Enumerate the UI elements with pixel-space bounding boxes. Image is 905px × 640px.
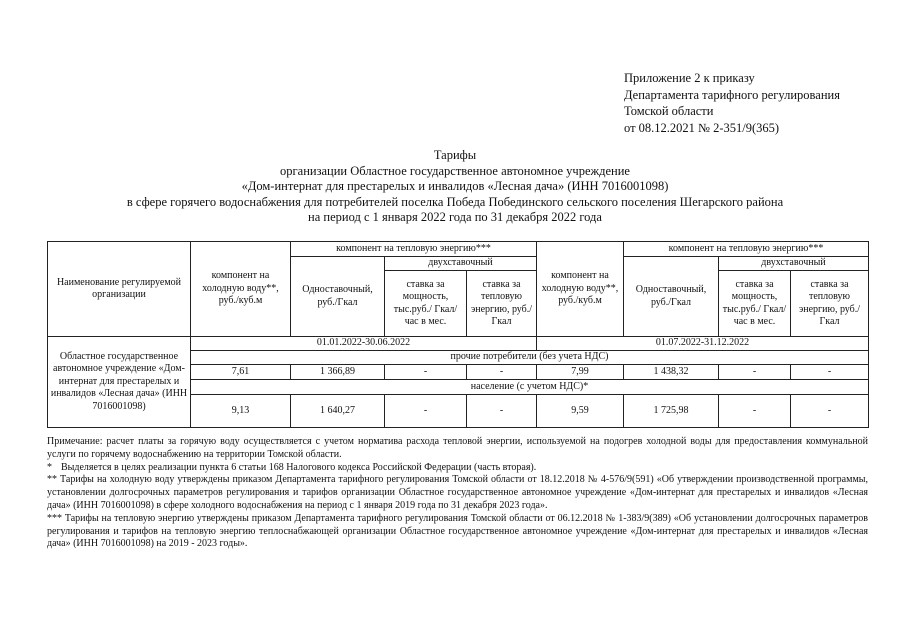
title-line-1: Тарифы: [433, 148, 477, 162]
note-3: *** Тарифы на тепловую энергию утверждены приказом Департамента тарифного регулирования Томской области от 06.12.2018 № 1-383/9(389) «Об установлении долгосрочных параметров регулирования и тарифов на тепловую энергию теплоснабжающей организации Областное государственное автономное учреждение «Дом-интернат для престарелых и инвалидов «Лесная дача» (ИНН 7016001098) на 2019 - 2023 годы».: [47, 512, 868, 550]
header-row-1: [48, 242, 869, 257]
period-2: 01.07.2022-31.12.2022: [537, 337, 869, 351]
tariff-table: [47, 241, 869, 428]
other-energy-rate-2: -: [791, 365, 869, 380]
title-line-5: на период с 1 января 2022 года по 31 декабря 2022 года: [308, 210, 602, 225]
note-1-text: Выделяется в целях реализации пункта 6 статьи 168 Налогового кодекса Российской Федерации (часть вторая).: [61, 461, 537, 473]
population-cold-water-2: 9,59: [537, 395, 624, 428]
group-other: прочие потребители (без учета НДС): [191, 351, 869, 365]
appendix-line-2: Департамента тарифного регулирования: [624, 87, 840, 102]
title-line-3: «Дом-интернат для престарелых и инвалидов «Лесная дача» (ИНН 7016001098): [241, 179, 669, 194]
header-capacity-rate-2: ставка за мощность, тыс.руб./ Гкал/час в мес.: [719, 271, 791, 337]
group-population: население (с учетом НДС)*: [191, 380, 869, 395]
period-1: 01.01.2022-30.06.2022: [191, 337, 537, 351]
document-title: [40, 148, 870, 226]
period-row: [48, 337, 869, 351]
population-single-rate-1: 1 640,27: [291, 395, 385, 428]
title-line-2: организации Областное государственное автономное учреждение: [280, 163, 630, 178]
other-single-rate-1: 1 366,89: [291, 365, 385, 380]
note-1: [47, 462, 868, 475]
appendix-header: [624, 70, 840, 136]
population-energy-rate-2: -: [791, 395, 869, 428]
other-cold-water-2: 7,99: [537, 365, 624, 380]
header-energy-rate-1: ставка за тепловую энергию, руб./Гкал: [467, 271, 537, 337]
header-energy-rate-2: ставка за тепловую энергию, руб./Гкал: [791, 271, 869, 337]
population-energy-rate-1: -: [467, 395, 537, 428]
other-cold-water-1: 7,61: [191, 365, 291, 380]
org-name-cell: Областное государственное автономное учреждение «Дом-интернат для престарелых и инвалидов «Лесная дача» (ИНН 7016001098): [48, 337, 191, 428]
header-cold-water-1: компонент на холодную воду**, руб./куб.м: [191, 242, 291, 337]
note-2: ** Тарифы на холодную воду утверждены приказом Департамента тарифного регулирования Томской области от 18.12.2018 № 4-576/9(591) «Об утверждении производственной программы, установлении долгосрочных параметров регулирования и тарифов организации Областное государственное автономное учреждение «Дом-интернат для престарелых и инвалидов «Лесная дача» (ИНН 7016001098) в сфере холодного водоснабжения на период с 1 января 2019 года по 31 декабря 2023 года».: [47, 474, 868, 511]
header-two-rate-2: двухставочный: [719, 257, 869, 271]
appendix-line-3: Томской области: [624, 104, 714, 118]
note-1-mark: *: [47, 461, 52, 473]
note-main: Примечание: расчет платы за горячую воду осуществляется с учетом норматива расхода тепловой энергии, используемой на подогрев холодной воды для предоставления коммунальной услуги по горячему водоснабжению на территории Томской области.: [47, 436, 868, 460]
population-cold-water-1: 9,13: [191, 395, 291, 428]
other-single-rate-2: 1 438,32: [624, 365, 719, 380]
notes: [47, 436, 868, 551]
title-line-4: в сфере горячего водоснабжения для потребителей поселка Победа Побединского сельского поселения Шегарского района: [126, 194, 784, 209]
header-org-name: Наименование регулируемой организации: [48, 242, 191, 337]
header-single-rate-2: Одноставочный, руб./Гкал: [624, 257, 719, 337]
header-cold-water-2: компонент на холодную воду**, руб./куб.м: [537, 242, 624, 337]
header-single-rate-1: Одноставочный, руб./Гкал: [291, 257, 385, 337]
header-thermal-1: компонент на тепловую энергию***: [291, 242, 537, 257]
header-capacity-rate-1: ставка за мощность, тыс.руб./ Гкал/час в мес.: [385, 271, 467, 337]
header-thermal-2: компонент на тепловую энергию***: [624, 242, 869, 257]
other-energy-rate-1: -: [467, 365, 537, 380]
population-single-rate-2: 1 725,98: [624, 395, 719, 428]
appendix-line-4: от 08.12.2021 № 2-351/9(365): [624, 120, 780, 135]
appendix-line-1: Приложение 2 к приказу: [624, 71, 755, 85]
other-capacity-rate-2: -: [719, 365, 791, 380]
header-two-rate-1: двухставочный: [385, 257, 537, 271]
population-capacity-rate-1: -: [385, 395, 467, 428]
other-capacity-rate-1: -: [385, 365, 467, 380]
population-capacity-rate-2: -: [719, 395, 791, 428]
